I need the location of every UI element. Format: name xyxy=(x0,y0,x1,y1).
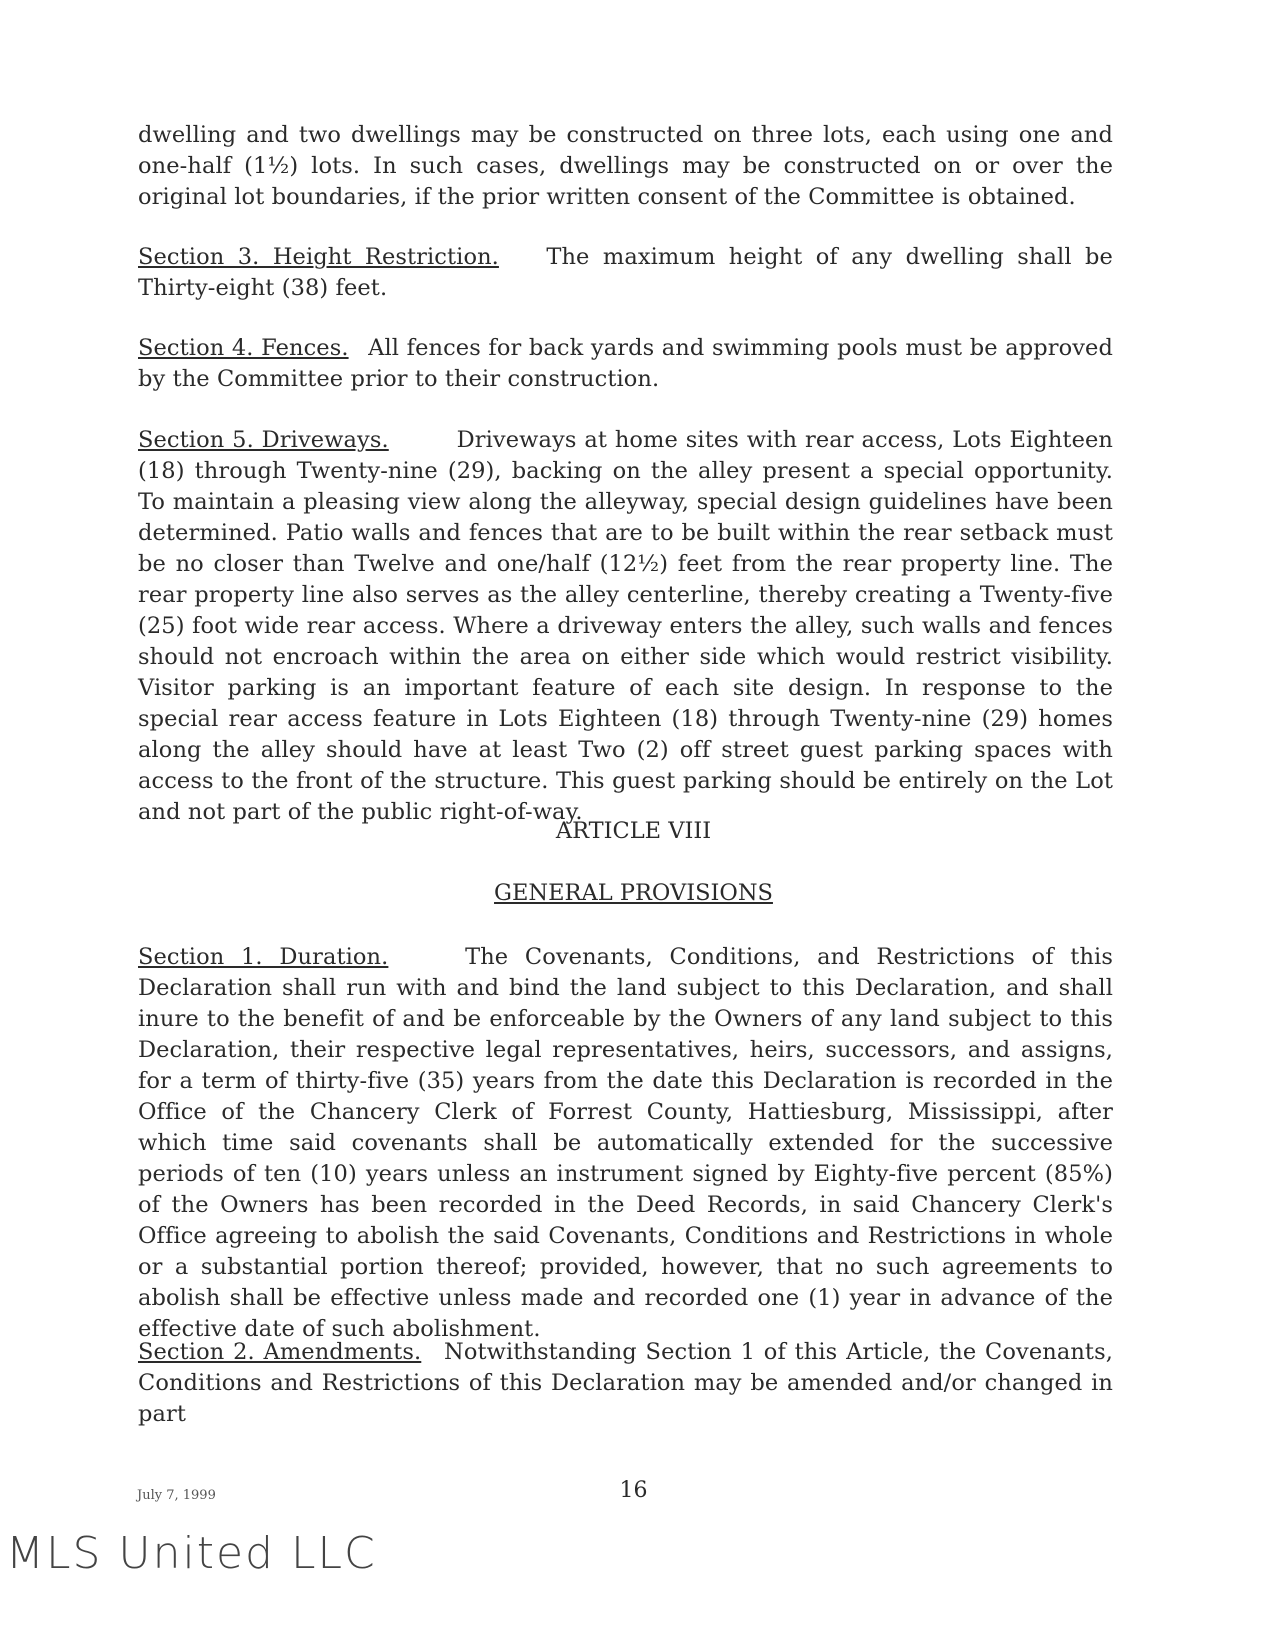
section-fences xyxy=(138,333,1113,395)
section-height-restriction xyxy=(138,242,1113,304)
article-number: ARTICLE VIII xyxy=(555,818,712,844)
section-driveways xyxy=(138,425,1113,828)
section-text: Notwithstanding Section 1 of this Article, the Covenants, Conditions and Restrictions of this Declaration may be amended and/or changed in part xyxy=(138,1339,1113,1427)
watermark: MLS United LLC xyxy=(6,1528,377,1579)
section-heading: Section 2. Amendments. xyxy=(138,1339,422,1365)
footer-date: July 7, 1999 xyxy=(137,1488,216,1503)
article-title-text: GENERAL PROVISIONS xyxy=(494,880,773,906)
section-duration xyxy=(138,942,1113,1345)
section-heading: Section 1. Duration. xyxy=(138,944,389,970)
section-text: The Covenants, Conditions, and Restrictions of this Declaration shall run with and bind the land subject to this Declaration, and shall inure to the benefit of and be enforceable by the Owners of any land subject to this Declaration, their respective legal representatives, heirs, successors, and assigns, for a term of thirty-five (35) years from the date this Declaration is recorded in the Office of the Chancery Clerk of Forrest County, Hattiesburg, Mississippi, after which time said covenants shall be automatically extended for the successive periods of ten (10) years unless an instrument signed by Eighty-five percent (85%) of the Owners has been recorded in the Deed Records, in said Chancery Clerk's Office agreeing to abolish the said Covenants, Conditions and Restrictions in whole or a substantial portion thereof; provided, however, that no such agreements to abolish shall be effective unless made and recorded one (1) year in advance of the effective date of such abolishment. xyxy=(138,944,1113,1342)
section-text: Driveways at home sites with rear access, Lots Eighteen (18) through Twenty-nine (29), backing on the alley present a special opportunity. To maintain a pleasing view along the alleyway, special design guidelines have been determined. Patio walls and fences that are to be built within the rear setback must be no closer than Twelve and one/half (12½) feet from the rear property line. The rear property line also serves as the alley centerline, thereby creating a Twenty-five (25) foot wide rear access. Where a driveway enters the alley, such walls and fences should not encroach within the area on either side which would restrict visibility. Visitor parking is an important feature of each site design. In response to the special rear access feature in Lots Eighteen (18) through Twenty-nine (29) homes along the alley should have at least Two (2) off street guest parking spaces with access to the front of the structure. This guest parking should be entirely on the Lot and not part of the public right-of-way. xyxy=(138,427,1113,825)
page-number: 16 xyxy=(619,1478,648,1503)
section-heading: Section 4. Fences. xyxy=(138,335,349,361)
section-text: The maximum height of any dwelling shall be Thirty-eight (38) feet. xyxy=(138,244,1113,301)
section-heading: Section 3. Height Restriction. xyxy=(138,244,499,270)
section-heading: Section 5. Driveways. xyxy=(138,427,389,453)
article-title xyxy=(0,880,1267,906)
section-amendments xyxy=(138,1337,1113,1430)
intro-paragraph: dwelling and two dwellings may be constructed on three lots, each using one and one-half (1½) lots. In such cases, dwellings may be constructed on or over the original lot boundaries, if the prior written consent of the Committee is obtained. xyxy=(138,122,1113,210)
section-text: All fences for back yards and swimming pools must be approved by the Committee prior to their construction. xyxy=(138,335,1113,392)
